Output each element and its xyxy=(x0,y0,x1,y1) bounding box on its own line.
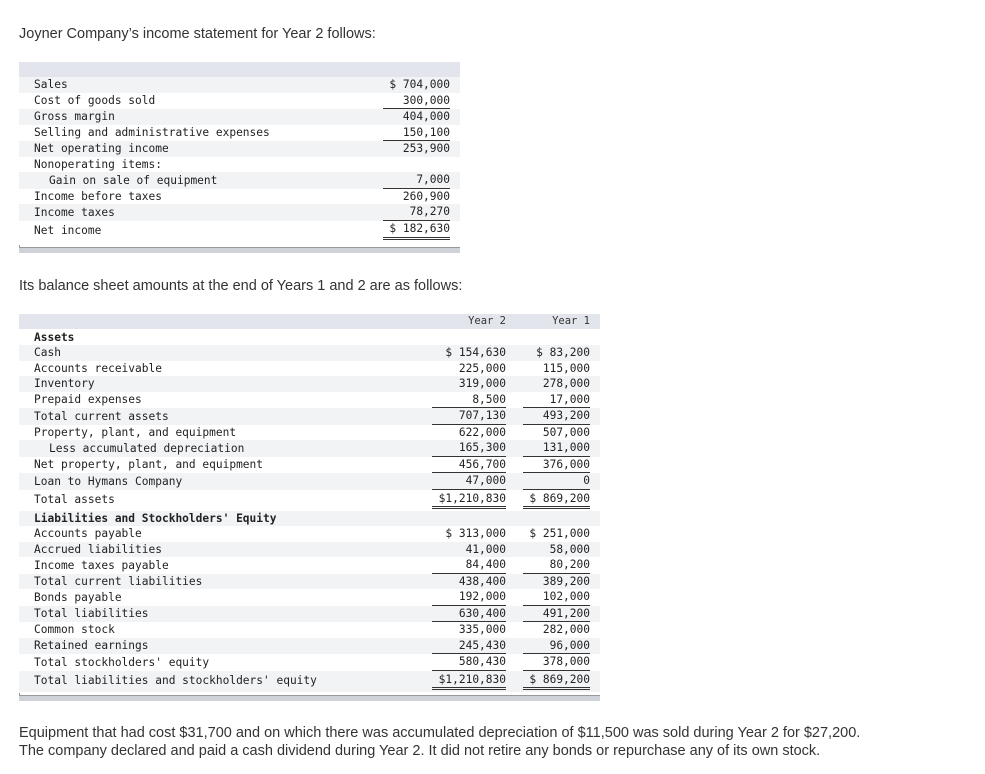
is-label: Net operating income xyxy=(19,141,375,157)
bs-label: Income taxes payable xyxy=(19,557,415,574)
bs-year1-value: 58,000 xyxy=(549,542,590,556)
bs-year1-value: 282,000 xyxy=(542,623,590,636)
bs-year1-value: 493,200 xyxy=(523,408,590,425)
bs-year1-value: 389,200 xyxy=(542,574,590,588)
bs-row xyxy=(19,330,600,346)
bs-label: Total liabilities and stockholders' equity xyxy=(19,671,415,692)
bs-row xyxy=(19,542,600,558)
bs-label: Prepaid expenses xyxy=(19,392,415,409)
footer-text xyxy=(19,724,969,760)
bs-label: Common stock xyxy=(19,622,415,638)
bs-year1-value: 491,200 xyxy=(523,606,590,623)
footer-line-1: Equipment that had cost $31,700 and on which there was accumulated depreciation of $11,500 was sold during Year 2 for $27,200. xyxy=(19,725,861,741)
bs-label: Accrued liabilities xyxy=(19,542,415,558)
is-label: Income before taxes xyxy=(19,189,375,205)
bs-row xyxy=(19,654,600,671)
bs-label: Inventory xyxy=(19,376,415,392)
bs-year1-value: 80,200 xyxy=(523,557,590,574)
bs-year2-value: 319,000 xyxy=(458,377,506,390)
income-statement-table xyxy=(19,62,460,254)
bs-label: Net property, plant, and equipment xyxy=(19,457,415,474)
is-row xyxy=(19,125,460,142)
bs-row xyxy=(19,361,600,377)
bs-year2-value: $ 313,000 xyxy=(445,527,506,540)
is-value: 300,000 xyxy=(383,93,450,110)
bs-year1-value: 378,000 xyxy=(523,654,590,671)
is-label: Gross margin xyxy=(19,109,375,125)
bs-year2-value: 580,430 xyxy=(432,654,506,671)
bs-header-row xyxy=(19,314,600,330)
bs-year1-value: 17,000 xyxy=(523,392,590,409)
bs-label: Accounts receivable xyxy=(19,361,415,377)
bs-row xyxy=(19,557,600,574)
is-row xyxy=(19,204,460,221)
bs-row xyxy=(19,671,600,692)
bs-year2-value: 47,000 xyxy=(432,473,506,490)
bs-label: Loan to Hymans Company xyxy=(19,473,415,490)
bs-year1-value: 0 xyxy=(523,473,590,490)
footer-line-2: The company declared and paid a cash dividend during Year 2. It did not retire any bonds or repurchase any of its own stock. xyxy=(19,743,821,759)
is-label: Net income xyxy=(19,221,375,241)
bs-label: Bonds payable xyxy=(19,589,415,606)
bs-label: Less accumulated depreciation xyxy=(19,440,415,457)
is-row xyxy=(19,141,460,157)
bs-year2-value: 41,000 xyxy=(465,542,506,556)
bs-year1-value: 507,000 xyxy=(542,425,590,439)
bs-label: Accounts payable xyxy=(19,526,415,542)
bs-year2-value: 456,700 xyxy=(432,457,506,474)
income-statement-bottom-rule xyxy=(19,247,460,253)
bs-label: Total stockholders' equity xyxy=(19,654,415,671)
bs-row xyxy=(19,440,600,457)
is-value: 404,000 xyxy=(402,110,450,123)
bs-row xyxy=(19,345,600,361)
bs-year2-value: 8,500 xyxy=(432,392,506,409)
bs-row xyxy=(19,408,600,425)
bs-row xyxy=(19,589,600,606)
bs-row xyxy=(19,490,600,511)
bs-year1-value: 115,000 xyxy=(542,361,590,375)
is-value: 7,000 xyxy=(383,172,450,189)
bs-label: Total assets xyxy=(19,490,415,511)
bs-row xyxy=(19,574,600,590)
is-value: $ 704,000 xyxy=(389,78,450,91)
bs-label: Total current assets xyxy=(19,408,415,425)
bs-year1-value: 96,000 xyxy=(523,638,590,655)
bs-label: Cash xyxy=(19,345,415,361)
is-label: Sales xyxy=(19,77,375,93)
bs-row xyxy=(19,526,600,542)
bs-year1-value: $ 869,200 xyxy=(523,491,590,510)
bs-year2-value: $ 154,630 xyxy=(445,346,506,359)
is-row xyxy=(19,221,460,241)
bs-label: Retained earnings xyxy=(19,638,415,655)
bs-row xyxy=(19,638,600,655)
bs-year1-value: 278,000 xyxy=(542,377,590,390)
bs-section-heading: Liabilities and Stockholders' Equity xyxy=(19,511,415,527)
bs-row xyxy=(19,376,600,392)
bs-year1-value: $ 869,200 xyxy=(523,672,590,691)
is-value: 253,900 xyxy=(402,142,450,155)
year2-header: Year 2 xyxy=(468,315,506,327)
balance-intro-text: Its balance sheet amounts at the end of Years 1 and 2 are as follows: xyxy=(19,278,463,294)
bs-year2-value: 707,130 xyxy=(432,408,506,425)
is-label: Cost of goods sold xyxy=(19,93,375,110)
is-value: $ 182,630 xyxy=(383,221,450,240)
bs-section-heading: Assets xyxy=(19,330,415,346)
bs-row xyxy=(19,511,600,527)
bs-year1-value: 102,000 xyxy=(523,589,590,606)
bs-year2-value: $1,210,830 xyxy=(432,672,506,691)
bs-row xyxy=(19,425,600,441)
bs-year2-value: 335,000 xyxy=(458,623,506,636)
bs-row xyxy=(19,392,600,409)
bs-year2-value: $1,210,830 xyxy=(432,491,506,510)
is-row xyxy=(19,189,460,205)
bs-row xyxy=(19,473,600,490)
is-row xyxy=(19,157,460,173)
is-row xyxy=(19,109,460,125)
is-value: 78,270 xyxy=(383,204,450,221)
is-row xyxy=(19,172,460,189)
bs-label: Property, plant, and equipment xyxy=(19,425,415,441)
bs-row xyxy=(19,622,600,638)
bs-row xyxy=(19,457,600,474)
bs-year2-value: 225,000 xyxy=(458,361,506,375)
bs-year1-value: $ 83,200 xyxy=(536,346,590,359)
intro-text: Joyner Company’s income statement for Year 2 follows: xyxy=(19,26,376,42)
bs-year2-value: 192,000 xyxy=(432,589,506,606)
is-label: Nonoperating items: xyxy=(19,157,375,173)
bs-label: Total current liabilities xyxy=(19,574,415,590)
bs-row xyxy=(19,606,600,623)
is-label: Selling and administrative expenses xyxy=(19,125,375,142)
bs-year2-value: 622,000 xyxy=(458,425,506,439)
bs-year2-value: 245,430 xyxy=(432,638,506,655)
balance-sheet-table xyxy=(19,314,600,701)
is-row xyxy=(19,77,460,93)
bs-year2-value: 165,300 xyxy=(432,440,506,457)
balance-sheet-bottom-rule xyxy=(19,695,600,701)
is-label: Gain on sale of equipment xyxy=(19,172,375,189)
bs-year2-value: 630,400 xyxy=(432,606,506,623)
bs-year1-value: $ 251,000 xyxy=(529,527,590,540)
bs-year1-value: 376,000 xyxy=(523,457,590,474)
bs-year1-value: 131,000 xyxy=(523,440,590,457)
income-statement-header-bar xyxy=(19,62,460,77)
bs-label: Total liabilities xyxy=(19,606,415,623)
is-value: 260,900 xyxy=(402,189,450,203)
is-value: 150,100 xyxy=(383,125,450,142)
bs-year2-value: 438,400 xyxy=(458,574,506,588)
year1-header: Year 1 xyxy=(552,315,590,327)
bs-year2-value: 84,400 xyxy=(432,557,506,574)
is-label: Income taxes xyxy=(19,204,375,221)
is-row xyxy=(19,93,460,110)
